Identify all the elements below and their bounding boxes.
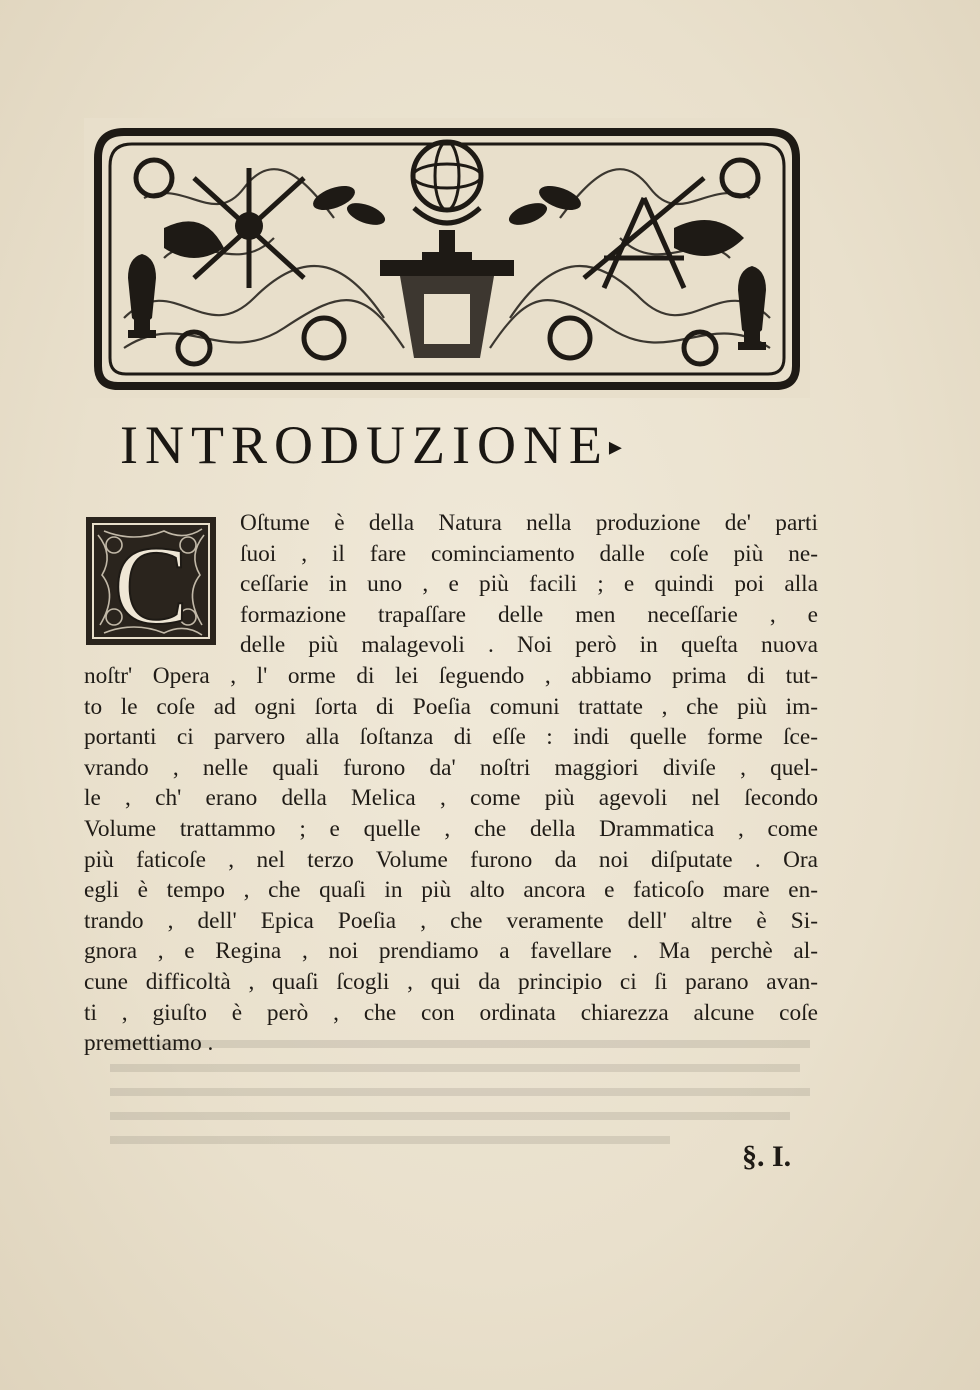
paragraph-line: egli è tempo , che quaſi in più alto ancora e faticoſo mare en-	[84, 877, 818, 904]
paragraph-line: Oſtume è della Natura nella produzione de' parti	[240, 510, 818, 536]
paragraph-line: vrando , nelle quali furono da' noſtri maggiori diviſe , quel-	[84, 754, 818, 781]
paragraph-line: cune difficoltà , quaſi ſcogli , qui da principio ci ſi parano avan-	[84, 968, 818, 995]
paragraph-line: le , ch' erano della Melica , come più agevoli nel ſecondo	[84, 785, 818, 812]
paragraph-line: premettiamo .	[84, 1030, 214, 1057]
paragraph-line: delle più malagevoli . Noi però in queſta nuova	[240, 632, 818, 659]
catchword: §. I.	[742, 1140, 792, 1173]
paragraph-line: Volume trattammo ; e quelle , che della Drammatica , come	[84, 815, 818, 842]
paragraph-line: formazione trapaſſare delle men neceſſarie , e	[240, 601, 818, 628]
paragraph-line: trando , dell' Epica Poeſia , che veramente dell' altre è Si-	[84, 907, 818, 934]
paragraph-line: to le coſe ad ogni ſorta di Poeſia comuni trattate , che più im-	[84, 693, 818, 720]
paragraph-line: più faticoſe , nel terzo Volume furono da noi diſputate . Ora	[84, 846, 818, 873]
title-end-mark: ▸	[608, 432, 622, 461]
paragraph-line: noſtr' Opera , l' orme di lei ſeguendo , abbiamo prima di tut-	[84, 662, 818, 689]
introduction-paragraph	[84, 508, 818, 1059]
paragraph-line: portanti ci parvero alla ſoſtanza di eſſe : indi quelle forme ſce-	[84, 724, 818, 751]
paragraph-line: ſuoi , il fare cominciamento dalle coſe più ne-	[240, 540, 818, 567]
chapter-title-text: INTRODUZIONE	[120, 415, 609, 475]
paragraph-line: ceſſarie in uno , e più facili ; e quindi poi alla	[240, 571, 818, 598]
initial-letter: C	[113, 524, 189, 647]
paragraph-line: ti , giuſto è però , che con ordinata chiarezza alcune coſe	[84, 999, 818, 1026]
paragraph-line: gnora , e Regina , noi prendiamo a favellare . Ma perchè al-	[84, 938, 818, 965]
chapter-title	[120, 410, 800, 480]
ornamental-headpiece	[84, 118, 810, 398]
